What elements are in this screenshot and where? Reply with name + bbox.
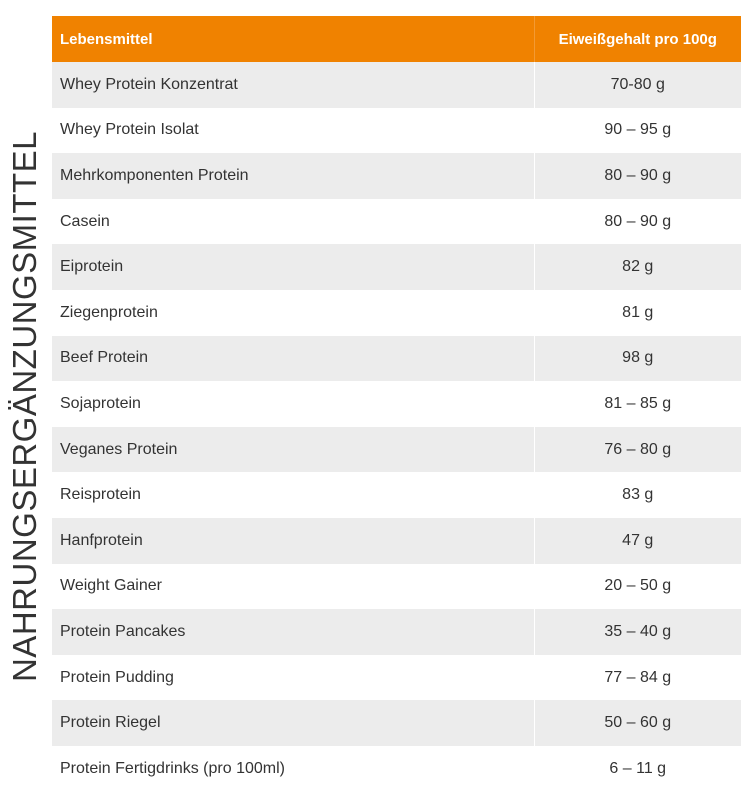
row-protein-value: 47 g (534, 518, 741, 564)
row-food-name: Reisprotein (52, 472, 534, 518)
table-row (52, 62, 741, 108)
table-row (52, 518, 741, 564)
table-row (52, 655, 741, 701)
side-label: NAHRUNGSERGÄNZUNGSMITTEL (6, 130, 44, 682)
row-food-name: Hanfprotein (52, 518, 534, 564)
row-protein-value: 83 g (534, 472, 741, 518)
header-row (52, 16, 741, 62)
row-protein-value: 90 – 95 g (534, 108, 741, 154)
row-food-name: Mehrkomponenten Protein (52, 153, 534, 199)
table-row (52, 108, 741, 154)
table-row (52, 290, 741, 336)
row-protein-value: 35 – 40 g (534, 609, 741, 655)
row-food-name: Weight Gainer (52, 564, 534, 610)
row-protein-value: 20 – 50 g (534, 564, 741, 610)
row-food-name: Ziegenprotein (52, 290, 534, 336)
table-row (52, 700, 741, 746)
row-food-name: Beef Protein (52, 336, 534, 382)
row-food-name: Sojaprotein (52, 381, 534, 427)
row-protein-value: 98 g (534, 336, 741, 382)
table-body (52, 62, 741, 792)
row-protein-value: 80 – 90 g (534, 153, 741, 199)
row-food-name: Protein Fertigdrinks (pro 100ml) (52, 746, 534, 792)
row-protein-value: 77 – 84 g (534, 655, 741, 701)
row-food-name: Protein Riegel (52, 700, 534, 746)
row-food-name: Whey Protein Isolat (52, 108, 534, 154)
column-header-food: Lebensmittel (52, 16, 534, 62)
table-row (52, 472, 741, 518)
row-protein-value: 50 – 60 g (534, 700, 741, 746)
table-row (52, 381, 741, 427)
row-food-name: Casein (52, 199, 534, 245)
row-protein-value: 80 – 90 g (534, 199, 741, 245)
row-protein-value: 76 – 80 g (534, 427, 741, 473)
row-protein-value: 81 – 85 g (534, 381, 741, 427)
table-row (52, 427, 741, 473)
table-header (52, 16, 741, 62)
side-label-container (0, 16, 50, 796)
row-food-name: Protein Pudding (52, 655, 534, 701)
table-row (52, 153, 741, 199)
protein-table (52, 16, 741, 792)
table-row (52, 609, 741, 655)
row-food-name: Eiprotein (52, 244, 534, 290)
table-row (52, 336, 741, 382)
row-food-name: Veganes Protein (52, 427, 534, 473)
row-protein-value: 81 g (534, 290, 741, 336)
row-protein-value: 70-80 g (534, 62, 741, 108)
row-protein-value: 6 – 11 g (534, 746, 741, 792)
row-food-name: Whey Protein Konzentrat (52, 62, 534, 108)
table-row (52, 199, 741, 245)
row-food-name: Protein Pancakes (52, 609, 534, 655)
row-protein-value: 82 g (534, 244, 741, 290)
table-row (52, 564, 741, 610)
table-row (52, 244, 741, 290)
table-row (52, 746, 741, 792)
column-header-protein: Eiweißgehalt pro 100g (534, 16, 741, 62)
